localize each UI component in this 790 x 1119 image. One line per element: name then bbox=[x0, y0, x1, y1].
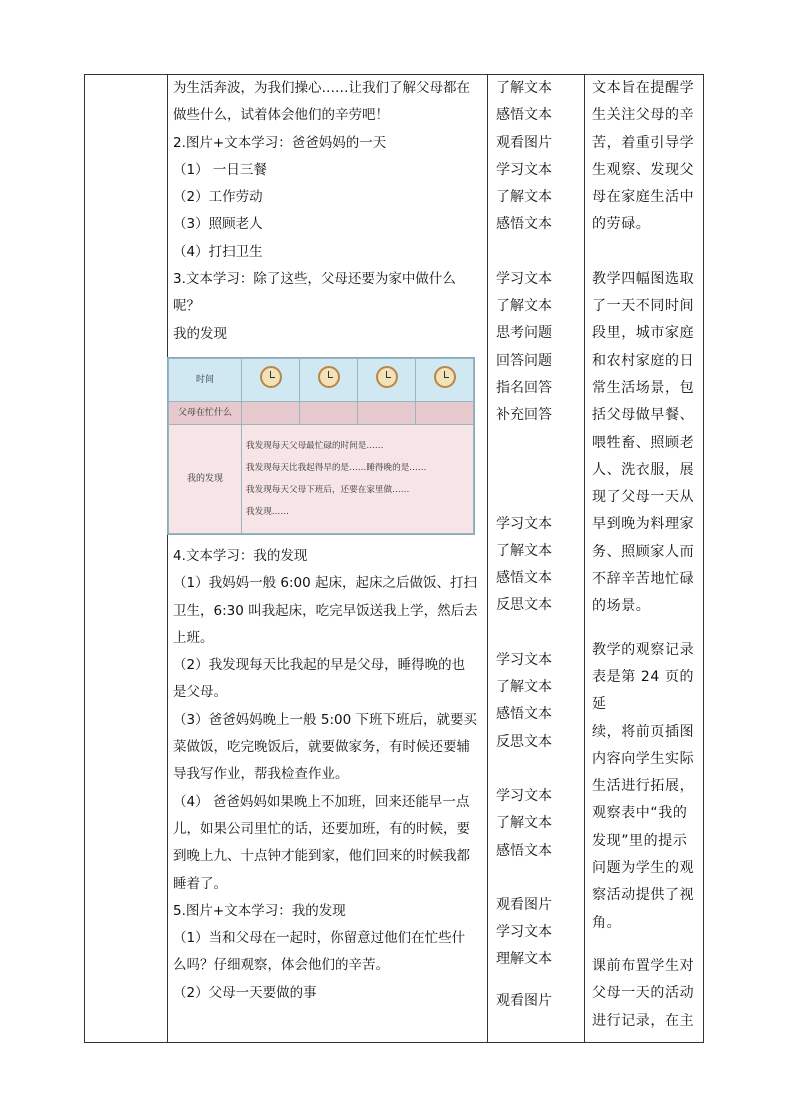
findings-label: 我的发现 bbox=[169, 424, 242, 533]
activity-item: 学习文本 bbox=[496, 924, 552, 941]
intent-note-3 bbox=[592, 637, 699, 937]
note-line: 教学四幅图选取 bbox=[592, 270, 695, 287]
note-line: 人、洗衣服，展 bbox=[592, 461, 695, 478]
note-line: 察活动提供了视 bbox=[592, 887, 695, 904]
note-line: 课前布置学生对 bbox=[592, 957, 695, 974]
section-4-title: 4.文本学习：我的发现 bbox=[173, 547, 308, 564]
finding-prompt: 我发现每天父母下班后，还要在家里做…… bbox=[246, 484, 410, 495]
student-activities-cell bbox=[488, 75, 585, 1043]
text-line: （1）当和父母在一起时，你留意过他们在忙些什 bbox=[173, 930, 466, 947]
section-4-item-2 bbox=[173, 652, 481, 707]
note-line: 段里，城市家庭 bbox=[592, 325, 695, 342]
note-line: 续，将前页插图 bbox=[592, 723, 695, 740]
findings-row bbox=[169, 424, 474, 533]
activity-item: 反思文本 bbox=[496, 597, 552, 614]
intro-paragraph bbox=[173, 75, 481, 130]
activity-item: 感悟文本 bbox=[496, 570, 552, 587]
note-line: 生关注父母的辛 bbox=[592, 107, 695, 124]
note-line: 发现”里的提示 bbox=[592, 832, 688, 849]
note-line: 角。 bbox=[592, 914, 622, 931]
activity-item: 观看图片 bbox=[496, 134, 552, 151]
clock-icon bbox=[376, 366, 398, 388]
section-4-item-4 bbox=[173, 789, 481, 898]
text-line: （3）爸爸妈妈晚上一般 5:00 下班下班后，就要买 bbox=[173, 711, 477, 728]
note-line: 内容向学生实际 bbox=[592, 750, 695, 767]
parents-busy-row bbox=[169, 401, 474, 424]
note-line: 进行记录，在主 bbox=[592, 1012, 695, 1029]
text-line: 做些什么，试着体会他们的辛劳吧！ bbox=[173, 107, 389, 124]
activity-item: 学习文本 bbox=[496, 270, 552, 287]
note-line: 生观察、发现父 bbox=[592, 161, 695, 178]
text-line: 菜做饭，吃完晚饭后，就要做家务，有时候还要辅 bbox=[173, 739, 470, 756]
section-5-title: 5.图片+文本学习：我的发现 bbox=[173, 902, 346, 919]
activity-item: 回答问题 bbox=[496, 352, 552, 369]
note-line: 教学的观察记录 bbox=[592, 641, 695, 658]
note-line: 生活进行拓展， bbox=[592, 778, 695, 795]
activity-item: 了解文本 bbox=[496, 679, 552, 696]
section-3-paragraph bbox=[173, 266, 481, 348]
note-line: 的场景。 bbox=[592, 598, 651, 615]
activity-item: 了解文本 bbox=[496, 189, 552, 206]
activity-group-7 bbox=[496, 988, 584, 1015]
finding-prompt: 我发现…… bbox=[246, 506, 289, 517]
activity-group-3 bbox=[496, 511, 584, 620]
activity-item: 学习文本 bbox=[496, 161, 552, 178]
note-line: 的劳碌。 bbox=[592, 216, 651, 233]
text-line: 睡着了。 bbox=[173, 875, 227, 892]
text-line: （1）我妈妈一般 6:00 起床，起床之后做饭、打扫 bbox=[173, 575, 477, 592]
note-line: 母在家庭生活中 bbox=[592, 189, 695, 206]
note-line: 和农村家庭的日 bbox=[592, 352, 695, 369]
text-line: 上班。 bbox=[173, 629, 214, 646]
section-5-item-1 bbox=[173, 925, 481, 980]
time-row bbox=[169, 358, 474, 401]
note-line: 苦，着重引导学 bbox=[592, 134, 695, 151]
list-item: （1） 一日三餐 bbox=[173, 161, 267, 178]
text-line: 儿，如果公司里忙的话，还要加班，有的时候，要 bbox=[173, 820, 470, 837]
note-line: 表是第 24 页的延 bbox=[592, 668, 695, 713]
list-item: （3）照顾老人 bbox=[173, 216, 263, 233]
text-line: 到晚上九、十点钟才能到家，他们回来的时候我都 bbox=[173, 848, 470, 865]
note-line: 现了父母一天从 bbox=[592, 489, 695, 506]
activity-item: 了解文本 bbox=[496, 815, 552, 832]
activity-item: 反思文本 bbox=[496, 733, 552, 750]
design-intent bbox=[585, 75, 703, 1035]
observation-table-image bbox=[167, 357, 475, 535]
text-line: 导我写作业，帮我检查作业。 bbox=[173, 766, 349, 783]
activity-item: 指名回答 bbox=[496, 379, 552, 396]
text-line: 是父母。 bbox=[173, 684, 227, 701]
teaching-content-cell bbox=[168, 75, 488, 1043]
section-4-item-3 bbox=[173, 707, 481, 789]
activity-item: 了解文本 bbox=[496, 80, 552, 96]
clock-icon bbox=[318, 366, 340, 388]
activity-item: 学习文本 bbox=[496, 651, 552, 668]
text-line: 卫生，6:30 叫我起床，吃完早饭送我上学，然后去 bbox=[173, 602, 478, 619]
student-activities bbox=[488, 75, 584, 1015]
activity-item: 观看图片 bbox=[496, 896, 552, 913]
activity-item: 了解文本 bbox=[496, 298, 552, 315]
list-item: （2）工作劳动 bbox=[173, 189, 263, 206]
activity-item: 感悟文本 bbox=[496, 107, 552, 124]
teaching-content bbox=[168, 75, 487, 1007]
activity-group-5 bbox=[496, 783, 584, 865]
clock-icon bbox=[434, 366, 456, 388]
activity-item: 理解文本 bbox=[496, 951, 552, 968]
note-line: 文本旨在提醒学 bbox=[592, 80, 695, 96]
intent-note-1 bbox=[592, 75, 699, 239]
activity-item: 了解文本 bbox=[496, 542, 552, 559]
text-line: 3.文本学习：除了这些，父母还要为家中做什么呢？ bbox=[173, 271, 456, 315]
activity-item: 感悟文本 bbox=[496, 706, 552, 723]
note-line: 不辞辛苦地忙碌 bbox=[592, 571, 695, 588]
activity-item: 补充回答 bbox=[496, 407, 552, 424]
activity-item: 观看图片 bbox=[496, 992, 552, 1009]
note-line: 早到晚为料理家 bbox=[592, 516, 695, 533]
text-line: 么吗？仔细观察，体会他们的辛苦。 bbox=[173, 957, 389, 974]
clock-icon bbox=[260, 366, 282, 388]
activity-group-2 bbox=[496, 266, 584, 430]
note-line: 了一天不同时间 bbox=[592, 298, 695, 315]
section-4-item-1 bbox=[173, 570, 481, 652]
note-line: 观察表中“我的 bbox=[592, 805, 688, 822]
activity-item: 思考问题 bbox=[496, 325, 552, 342]
text-line: 为生活奔波，为我们操心……让我们了解父母都在 bbox=[173, 80, 470, 96]
activity-item: 感悟文本 bbox=[496, 842, 552, 859]
text-line: （4） 爸爸妈妈如果晚上不加班，回来还能早一点 bbox=[173, 793, 470, 810]
finding-prompt: 我发现每天父母最忙碌的时间是…… bbox=[246, 440, 384, 451]
note-line: 常生活场景，包 bbox=[592, 379, 695, 396]
note-line: 务、照顾家人而 bbox=[592, 543, 695, 560]
note-line: 父母一天的活动 bbox=[592, 985, 695, 1002]
list-item: （4）打扫卫生 bbox=[173, 243, 263, 260]
activity-group-6 bbox=[496, 892, 584, 974]
note-line: 括父母做早餐、 bbox=[592, 407, 695, 424]
activity-group-1 bbox=[496, 75, 584, 239]
note-line: 问题为学生的观 bbox=[592, 860, 695, 877]
activity-item: 学习文本 bbox=[496, 787, 552, 804]
activity-item: 感悟文本 bbox=[496, 216, 552, 233]
parents-busy-label: 父母在忙什么 bbox=[169, 401, 242, 424]
text-line: 我的发现 bbox=[173, 325, 227, 342]
intent-note-2 bbox=[592, 266, 699, 621]
text-line: （2）我发现每天比我起的早是父母，睡得晚的也 bbox=[173, 657, 466, 674]
section-2-title: 2.图片+文本学习：爸爸妈妈的一天 bbox=[173, 134, 387, 151]
time-label: 时间 bbox=[169, 358, 242, 401]
design-intent-cell bbox=[585, 75, 704, 1043]
activity-group-4 bbox=[496, 647, 584, 756]
intent-note-4 bbox=[592, 953, 699, 1035]
note-line: 喂牲畜、照顾老 bbox=[592, 434, 695, 451]
lesson-table bbox=[84, 74, 704, 1043]
empty-left-column bbox=[85, 75, 168, 1043]
activity-item: 学习文本 bbox=[496, 515, 552, 532]
section-2-list bbox=[173, 157, 481, 266]
section-5-item-2: （2）父母一天要做的事 bbox=[173, 984, 317, 1001]
findings-prompts bbox=[242, 424, 474, 533]
finding-prompt: 我发现每天比我起得早的是……睡得晚的是…… bbox=[246, 462, 427, 473]
